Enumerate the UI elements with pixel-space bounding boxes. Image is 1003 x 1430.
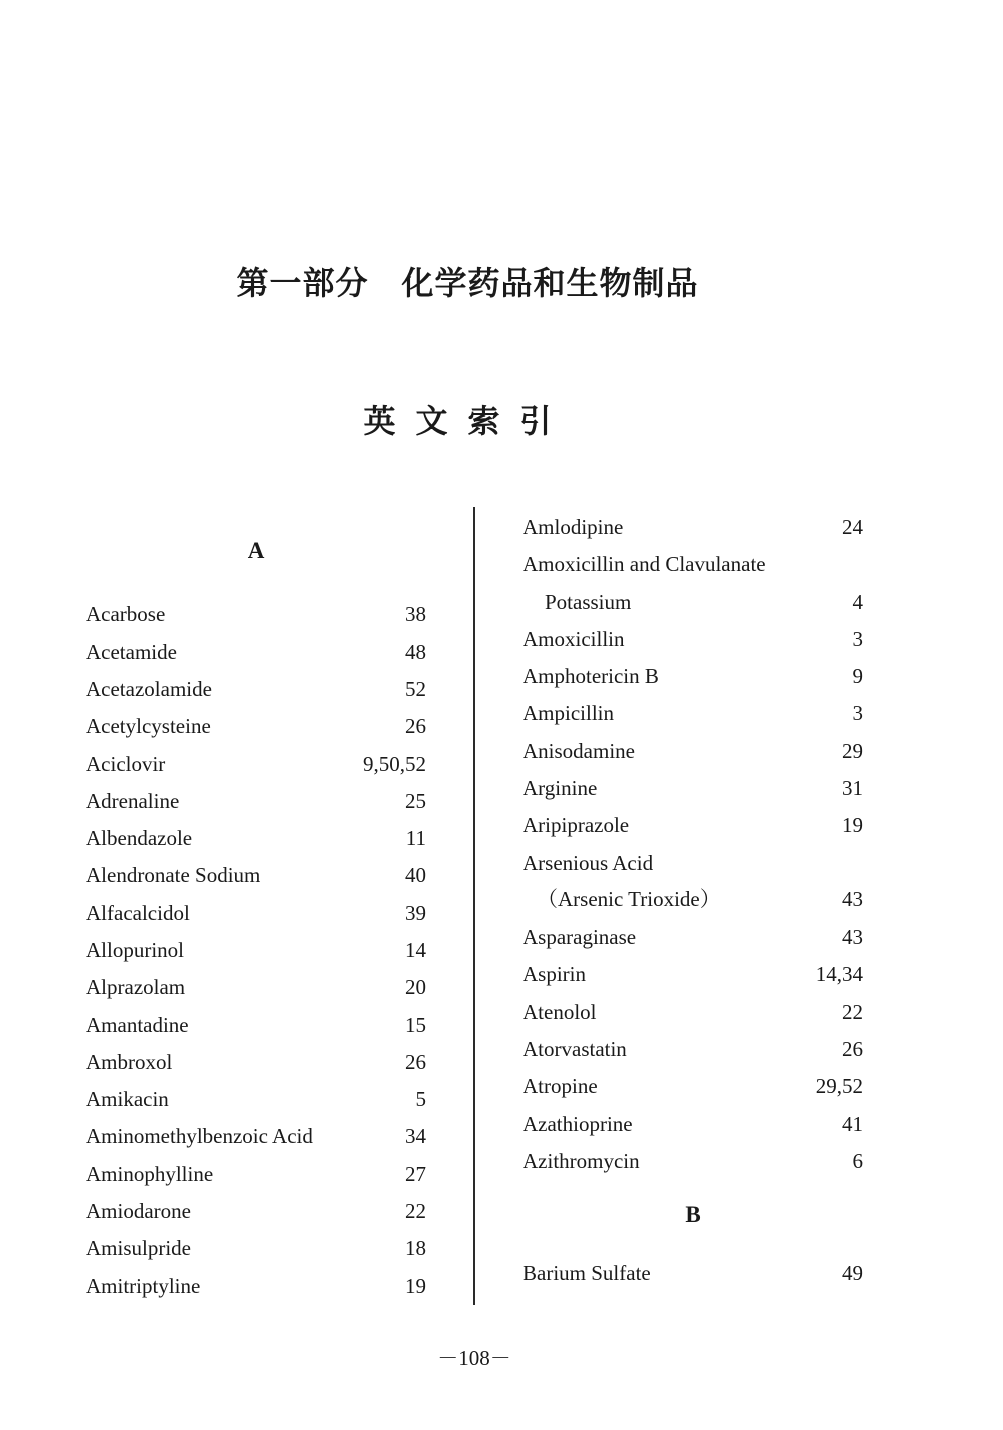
index-entry xyxy=(523,810,863,840)
index-entry xyxy=(86,637,426,667)
index-entry xyxy=(86,711,426,741)
entry-name: Aminomethylbenzoic Acid xyxy=(86,1124,313,1148)
entry-page: 3 xyxy=(852,627,863,651)
index-entry xyxy=(523,884,863,914)
index-entry xyxy=(86,898,426,928)
entry-name-continued: （Arsenic Trioxide） xyxy=(537,887,721,911)
index-entry xyxy=(523,1071,863,1101)
column-divider xyxy=(473,507,475,1305)
entry-page: 27 xyxy=(405,1162,426,1186)
entry-name: Amitriptyline xyxy=(86,1274,201,1298)
entry-name: Anisodamine xyxy=(523,739,635,763)
entry-page: 4 xyxy=(852,590,863,614)
entry-page: 49 xyxy=(842,1261,863,1285)
entry-page: 19 xyxy=(405,1274,426,1298)
entry-name: Azithromycin xyxy=(523,1149,640,1173)
index-entry xyxy=(523,773,863,803)
index-entry xyxy=(86,1121,426,1151)
entry-name: Aminophylline xyxy=(86,1162,214,1186)
entry-name: Amiodarone xyxy=(86,1199,191,1223)
entry-name: Asparaginase xyxy=(523,925,637,949)
entry-page: 26 xyxy=(405,714,426,738)
entry-page: 39 xyxy=(405,901,426,925)
entry-page: 6 xyxy=(852,1149,863,1173)
entry-page: 38 xyxy=(405,602,426,626)
index-entry xyxy=(523,1258,863,1288)
entry-page: 43 xyxy=(842,925,863,949)
entry-name: Alendronate Sodium xyxy=(86,863,261,887)
entry-page: 29,52 xyxy=(815,1074,863,1098)
entry-name: Arsenious Acid xyxy=(523,851,654,875)
entry-name: Aripiprazole xyxy=(523,813,630,837)
entry-name: Arginine xyxy=(523,776,598,800)
entry-name: Amlodipine xyxy=(523,515,624,539)
entry-name: Amikacin xyxy=(86,1087,169,1111)
entry-page: 14,34 xyxy=(815,962,863,986)
entry-page: 9 xyxy=(852,664,863,688)
index-entry xyxy=(523,1109,863,1139)
entry-page: 5 xyxy=(415,1087,426,1111)
entry-page: 24 xyxy=(842,515,863,539)
entry-name: Amoxicillin xyxy=(523,627,625,651)
entry-page: 20 xyxy=(405,975,426,999)
entry-name: Alfacalcidol xyxy=(86,901,190,925)
entry-name: Amisulpride xyxy=(86,1236,191,1260)
index-entry xyxy=(86,860,426,890)
index-entry xyxy=(523,512,863,542)
index-entry xyxy=(86,823,426,853)
index-entry xyxy=(86,1010,426,1040)
index-entry xyxy=(86,786,426,816)
entry-page: 40 xyxy=(405,863,426,887)
index-entry xyxy=(523,1146,863,1176)
index-entry xyxy=(86,674,426,704)
entry-name: Aspirin xyxy=(523,962,586,986)
index-entry xyxy=(86,1271,426,1301)
index-entry xyxy=(523,922,863,952)
entry-page: 34 xyxy=(405,1124,426,1148)
entry-page: 18 xyxy=(405,1236,426,1260)
entry-page: 15 xyxy=(405,1013,426,1037)
part-title: 第一部分 化学药品和生物制品 xyxy=(236,264,699,302)
entry-page: 43 xyxy=(842,887,863,911)
index-entry xyxy=(523,736,863,766)
entry-name-continued: Potassium xyxy=(545,590,632,614)
index-entry xyxy=(86,1159,426,1189)
entry-name: Amoxicillin and Clavulanate xyxy=(523,552,766,576)
entry-name: Allopurinol xyxy=(86,938,184,962)
index-entry xyxy=(86,749,426,779)
entry-name: Acarbose xyxy=(86,602,166,626)
entry-page: 11 xyxy=(405,826,426,850)
entry-page: 19 xyxy=(842,813,863,837)
index-entry xyxy=(86,935,426,965)
entry-page: 26 xyxy=(842,1037,863,1061)
entry-name: Ambroxol xyxy=(86,1050,173,1074)
entry-name: Aciclovir xyxy=(86,752,166,776)
entry-page: 14 xyxy=(405,938,426,962)
index-entry xyxy=(86,1233,426,1263)
entry-page: 41 xyxy=(842,1112,863,1136)
index-entry xyxy=(523,549,863,579)
entry-page: 26 xyxy=(405,1050,426,1074)
index-entry xyxy=(523,624,863,654)
entry-name: Adrenaline xyxy=(86,789,180,813)
section-letter-a: A xyxy=(247,538,265,563)
entry-name: Atenolol xyxy=(523,1000,597,1024)
entry-name: Alprazolam xyxy=(86,975,186,999)
entry-name: Azathioprine xyxy=(523,1112,633,1136)
entry-page: 31 xyxy=(842,776,863,800)
entry-name: Albendazole xyxy=(86,826,193,850)
entry-page: 29 xyxy=(842,739,863,763)
entry-name: Barium Sulfate xyxy=(523,1261,651,1285)
index-entry xyxy=(523,661,863,691)
entry-page: 25 xyxy=(405,789,426,813)
index-entry xyxy=(523,997,863,1027)
entry-name: Amantadine xyxy=(86,1013,189,1037)
index-entry xyxy=(523,848,863,878)
entry-page: 22 xyxy=(842,1000,863,1024)
entry-page: 48 xyxy=(405,640,426,664)
entry-name: Acetamide xyxy=(86,640,177,664)
entry-name: Amphotericin B xyxy=(523,664,659,688)
index-entry xyxy=(86,1084,426,1114)
entry-name: Ampicillin xyxy=(523,701,614,725)
entry-page: 52 xyxy=(405,677,426,701)
section-letter-b: B xyxy=(685,1202,701,1227)
page-number: －108－ xyxy=(437,1346,511,1370)
index-title: 英文索引 xyxy=(363,402,572,440)
index-entry xyxy=(523,698,863,728)
index-entry xyxy=(86,1196,426,1226)
index-entry xyxy=(523,587,863,617)
index-entry xyxy=(86,1047,426,1077)
index-entry xyxy=(523,959,863,989)
index-entry xyxy=(523,1034,863,1064)
entry-name: Acetazolamide xyxy=(86,677,212,701)
entry-name: Atropine xyxy=(523,1074,598,1098)
entry-name: Atorvastatin xyxy=(523,1037,627,1061)
entry-page: 22 xyxy=(405,1199,426,1223)
entry-page: 3 xyxy=(852,701,863,725)
entry-name: Acetylcysteine xyxy=(86,714,211,738)
entry-page: 9,50,52 xyxy=(363,752,426,776)
index-entry xyxy=(86,599,426,629)
index-entry xyxy=(86,972,426,1002)
